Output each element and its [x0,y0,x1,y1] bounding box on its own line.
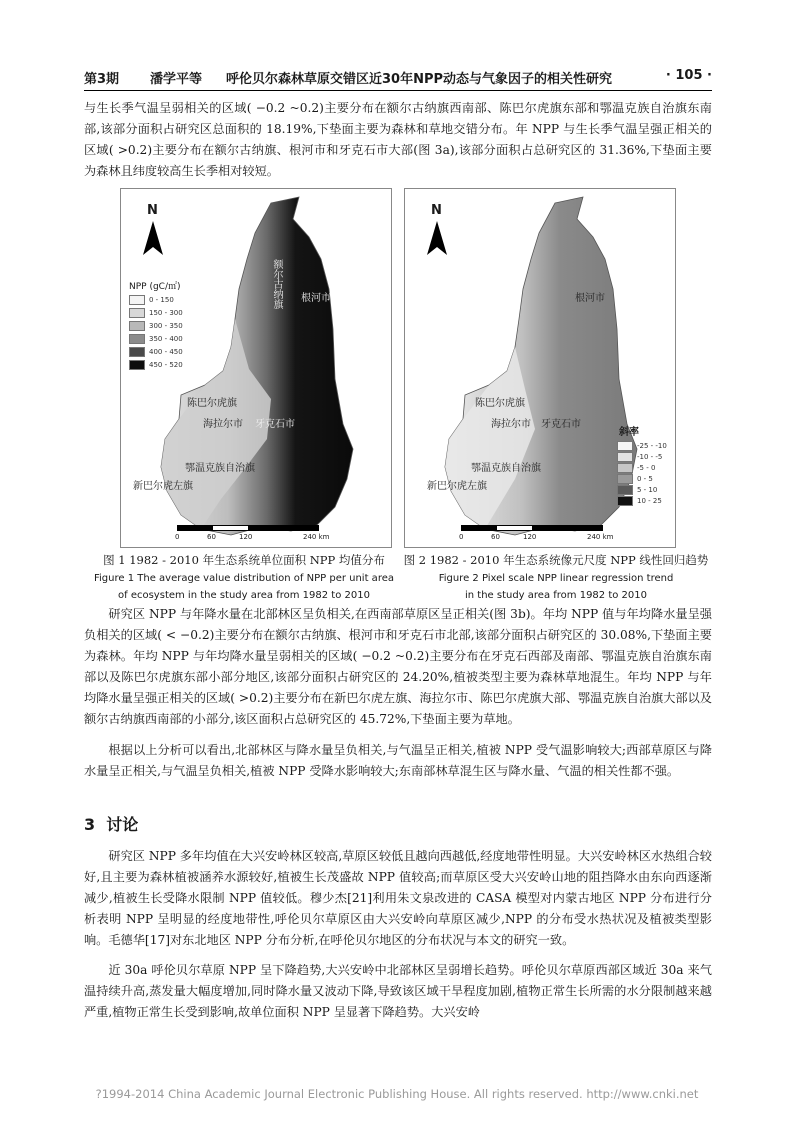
paragraph-precipitation-correlation: 研究区 NPP 与年降水量在北部林区呈负相关,在西南部草原区呈正相关(图 3b)。年均 NPP 值与年均降水量呈强负相关的区域( < −0.2)主要分布在额尔古纳旗、根河市和牙克石市北部,该部分面积占研究区的 30.08%,下垫面主要为森林。年均 NPP 与年均降水量呈弱相关的区域( −0.2 ~0.2)主要分布在牙克石西部及南部、鄂温克族自治旗东南部以及陈巴尔虎旗东部小部分地区,该部分面积占研究区的 24.20%,植被类型主要为森林草地混生。年均 NPP 与年均降水量呈强正相关的区域( >0.2)主要分布在新巴尔虎左旗、海拉尔市、陈巴尔虎旗大部、鄂温克族自治旗大部以及额尔古纳旗西南部的小部分,该区面积占总研究区的 45.72%,下垫面主要为草地。 [84,607,712,726]
legend-item [129,347,183,357]
legend-label: 300 - 350 [149,322,183,330]
legend-item [617,463,655,473]
scale-label: 120 [239,533,253,541]
copyright-footer: ?1994-2014 China Academic Journal Electronic Publishing House. All rights reserved. http://www.cnki.net [95,1087,699,1101]
header-title: 呼伦贝尔森林草原交错区近30年NPP动态与气象因子的相关性研究 [226,72,613,87]
place-label: 鄂温克族自治旗 [185,463,255,474]
legend-swatch [129,308,145,318]
legend-label: 150 - 300 [149,309,183,317]
place-label: 鄂温克族自治旗 [471,463,541,474]
issue-number: 第3期 [84,72,120,87]
place-label: 牙克石市 [255,419,295,430]
legend-item [129,321,183,331]
place-label: 根河市 [575,293,605,304]
legend-swatch [129,295,145,305]
section-number: 3 [84,815,96,834]
scale-label: 0 [459,533,464,541]
section-title: 讨论 [106,815,139,834]
place-label: 陈巴尔虎旗 [475,398,525,409]
place-label: 根河市 [301,293,331,304]
paragraph-discussion-2: 近 30a 呼伦贝尔草原 NPP 呈下降趋势,大兴安岭中北部林区呈弱增长趋势。呼伦贝尔草原西部区域近 30a 来气温持续升高,蒸发量大幅度增加,同时降水量又波动下降,导致该区域干旱程度加剧,植物正常生长所需的水分限制越来越严重,植物正常生长受到影响,故单位面积 NPP 呈显著下降趋势。大兴安岭 [84,963,712,1019]
scale-label: 240 km [587,533,614,541]
section-heading [84,812,138,835]
legend-item [617,496,662,506]
legend-item [617,441,667,451]
scale-bar [177,525,319,531]
legend-item [617,474,653,484]
place-label: 新巴尔虎左旗 [427,481,487,492]
legend-swatch [617,485,633,495]
legend-swatch [617,474,633,484]
legend-item [617,485,657,495]
header-rule [84,90,712,91]
legend-swatch [617,452,633,462]
paragraph-temperature-correlation: 与生长季气温呈弱相关的区域( −0.2 ~0.2)主要分布在额尔古纳旗西南部、陈巴尔虎旗东部和鄂温克族自治旗东南部,该部分面积占研究区总面积的 18.19%,下垫面主要为森林和草地交错分布。年 NPP 与生长季气温呈强正相关的区域( >0.2)主要分布在额尔古纳旗、根河市和牙克石市大部(图 3a),该部分面积占总研究区的 31.36%,下垫面主要为森林且纬度较高生长季相对较短。 [84,101,712,178]
place-label: 新巴尔虎左旗 [133,481,193,492]
place-label: 海拉尔市 [203,419,243,430]
legend-label: 5 - 10 [637,486,658,494]
scale-label: 240 km [303,533,330,541]
header-author: 潘学平等 [150,72,203,87]
legend-label: 0 - 150 [149,296,174,304]
north-label: N [147,203,158,218]
legend-swatch [617,496,633,506]
legend-swatch [617,463,633,473]
legend-swatch [129,321,145,331]
legend-label: 0 - 5 [637,475,653,483]
legend-item [129,334,183,344]
figure1-caption-en-2: of ecosystem in the study area from 1982 to 2010 [118,590,370,601]
place-label: 海拉尔市 [491,419,531,430]
place-label: 陈巴尔虎旗 [187,398,237,409]
figure2-caption-en-2: in the study area from 1982 to 2010 [464,590,648,601]
scale-label: 60 [207,533,216,541]
legend-label: -10 - -5 [637,453,663,461]
legend-label: -25 - -10 [637,442,667,450]
legend-label: 400 - 450 [149,348,183,356]
scale-label: 120 [523,533,537,541]
legend-swatch [129,334,145,344]
page-number: · 105 · [665,68,712,83]
north-arrow-icon [425,221,449,257]
figure2-map [404,188,676,548]
figure1-map [120,188,392,548]
legend-title: NPP (gC/㎡) [129,282,181,292]
north-arrow-icon [141,221,165,257]
scale-label: 60 [491,533,500,541]
north-label: N [431,203,442,218]
legend-label: 10 - 25 [637,497,662,505]
legend-label: 350 - 400 [149,335,183,343]
legend-title: 斜率 [619,427,639,438]
legend-label: -5 - 0 [637,464,656,472]
running-header [84,66,712,88]
legend-item [129,308,183,318]
paragraph-summary: 根据以上分析可以看出,北部林区与降水量呈负相关,与气温呈正相关,植被 NPP 受气温影响较大;西部草原区与降水量呈正相关,与气温呈负相关,植被 NPP 受降水影响较大;东南部林草混生区与降水量、气温的相关性都不强。 [84,743,712,778]
legend-swatch [129,360,145,370]
figure1-caption-cn: 图 1 1982 - 2010 年生态系统单位面积 NPP 均值分布 [103,553,385,567]
place-label: 牙克石市 [541,419,581,430]
legend-swatch [617,441,633,451]
paragraph-discussion-1: 研究区 NPP 多年均值在大兴安岭林区较高,草原区较低且越向西越低,经度地带性明显。大兴安岭林区水热组合较好,且主要为森林植被涵养水源较好,植被生长茂盛故 NPP 值较高;而草原区受大兴安岭山地的阻挡降水由东向西逐渐减少,植被生长受降水限制 NPP 值较低。穆少杰[21]利用朱文泉改进的 CASA 模型对内蒙古地区 NPP 分布进行分析表明 NPP 呈明显的经度地带性,呼伦贝尔草原区由大兴安岭向草原区减少,NPP 的分布受水热状况及植被类型影响。毛德华[17]对东北地区 NPP 分布分析,在呼伦贝尔地区的分布状况与本文的研究一致。 [84,849,712,947]
scale-bar [461,525,603,531]
place-label: 额尔古纳旗 [271,259,282,309]
legend-item [129,295,174,305]
legend-label: 450 - 520 [149,361,183,369]
legend-swatch [129,347,145,357]
scale-label: 0 [175,533,180,541]
figure1-caption-en-1: Figure 1 The average value distribution of NPP per unit area [94,573,394,584]
legend-item [129,360,183,370]
figure2-caption-en-1: Figure 2 Pixel scale NPP linear regression trend [438,573,674,584]
legend-item [617,452,662,462]
figure2-caption-cn: 图 2 1982 - 2010 年生态系统像元尺度 NPP 线性回归趋势 [403,553,709,567]
